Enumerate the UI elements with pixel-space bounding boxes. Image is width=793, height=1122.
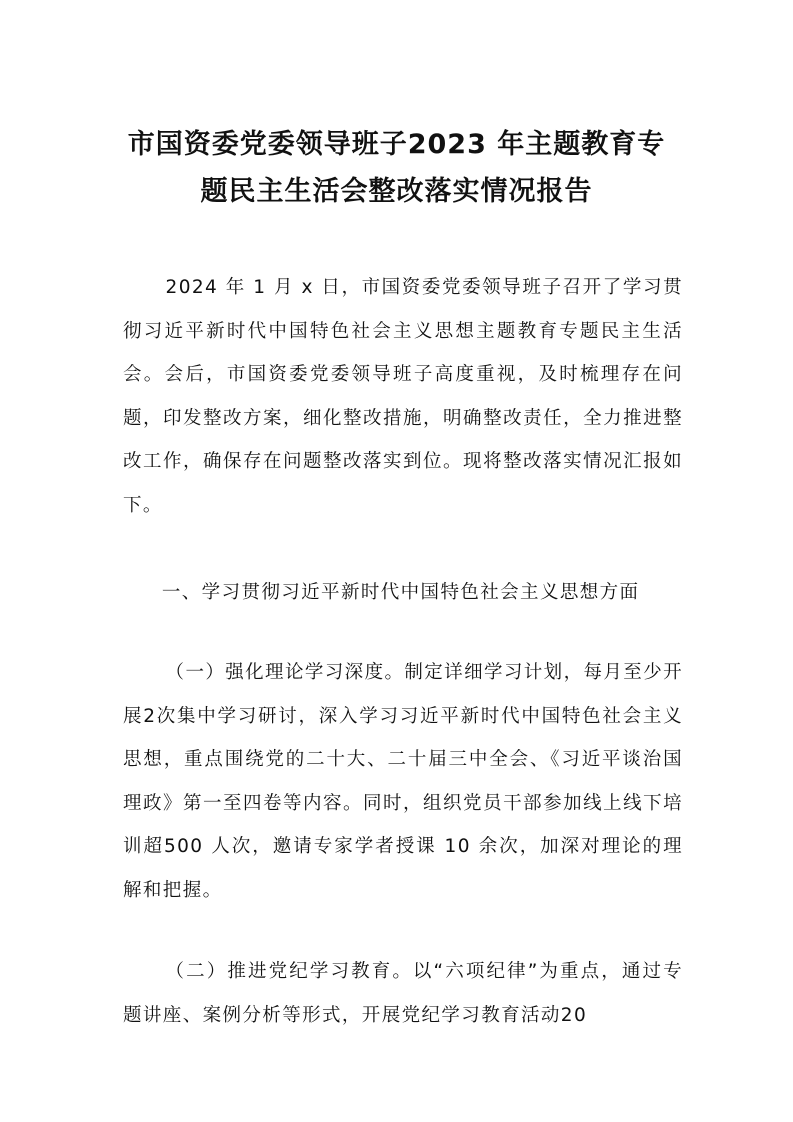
document-title-line-2: 题民主生活会整改落实情况报告: [200, 176, 593, 207]
item-2-paragraph: （二）推进党纪学习教育。以“六项纪律”为重点，通过专题讲座、案例分析等形式，开展党纪学习教育活动20: [123, 961, 683, 1026]
intro-paragraph: 2024 年 1 月 x 日，市国资委党委领导班子召开了学习贯彻习近平新时代中国特色社会主义思想主题教育专题民主生活会。会后，市国资委党委领导班子高度重视，及时梳理存在问题，印发整改方案，细化整改措施，明确整改责任，全力推进整改工作，确保存在问题整改落实到位。现将整改落实情况汇报如下。: [123, 277, 683, 516]
section-1-heading: 一、学习贯彻习近平新时代中国特色社会主义思想方面: [161, 582, 640, 603]
item-1-paragraph: （一）强化理论学习深度。制定详细学习计划，每月至少开展2次集中学习研讨，深入学习习近平新时代中国特色社会主义思想，重点围绕党的二十大、二十届三中全会、《习近平谈治国理政》第一至四卷等内容。同时，组织党员干部参加线上线下培训超500 人次，邀请专家学者授课 10 余次，加深对理论的理解和把握。: [123, 662, 683, 901]
document-title-line-1: 市国资委党委领导班子2023 年主题教育专: [127, 129, 666, 160]
